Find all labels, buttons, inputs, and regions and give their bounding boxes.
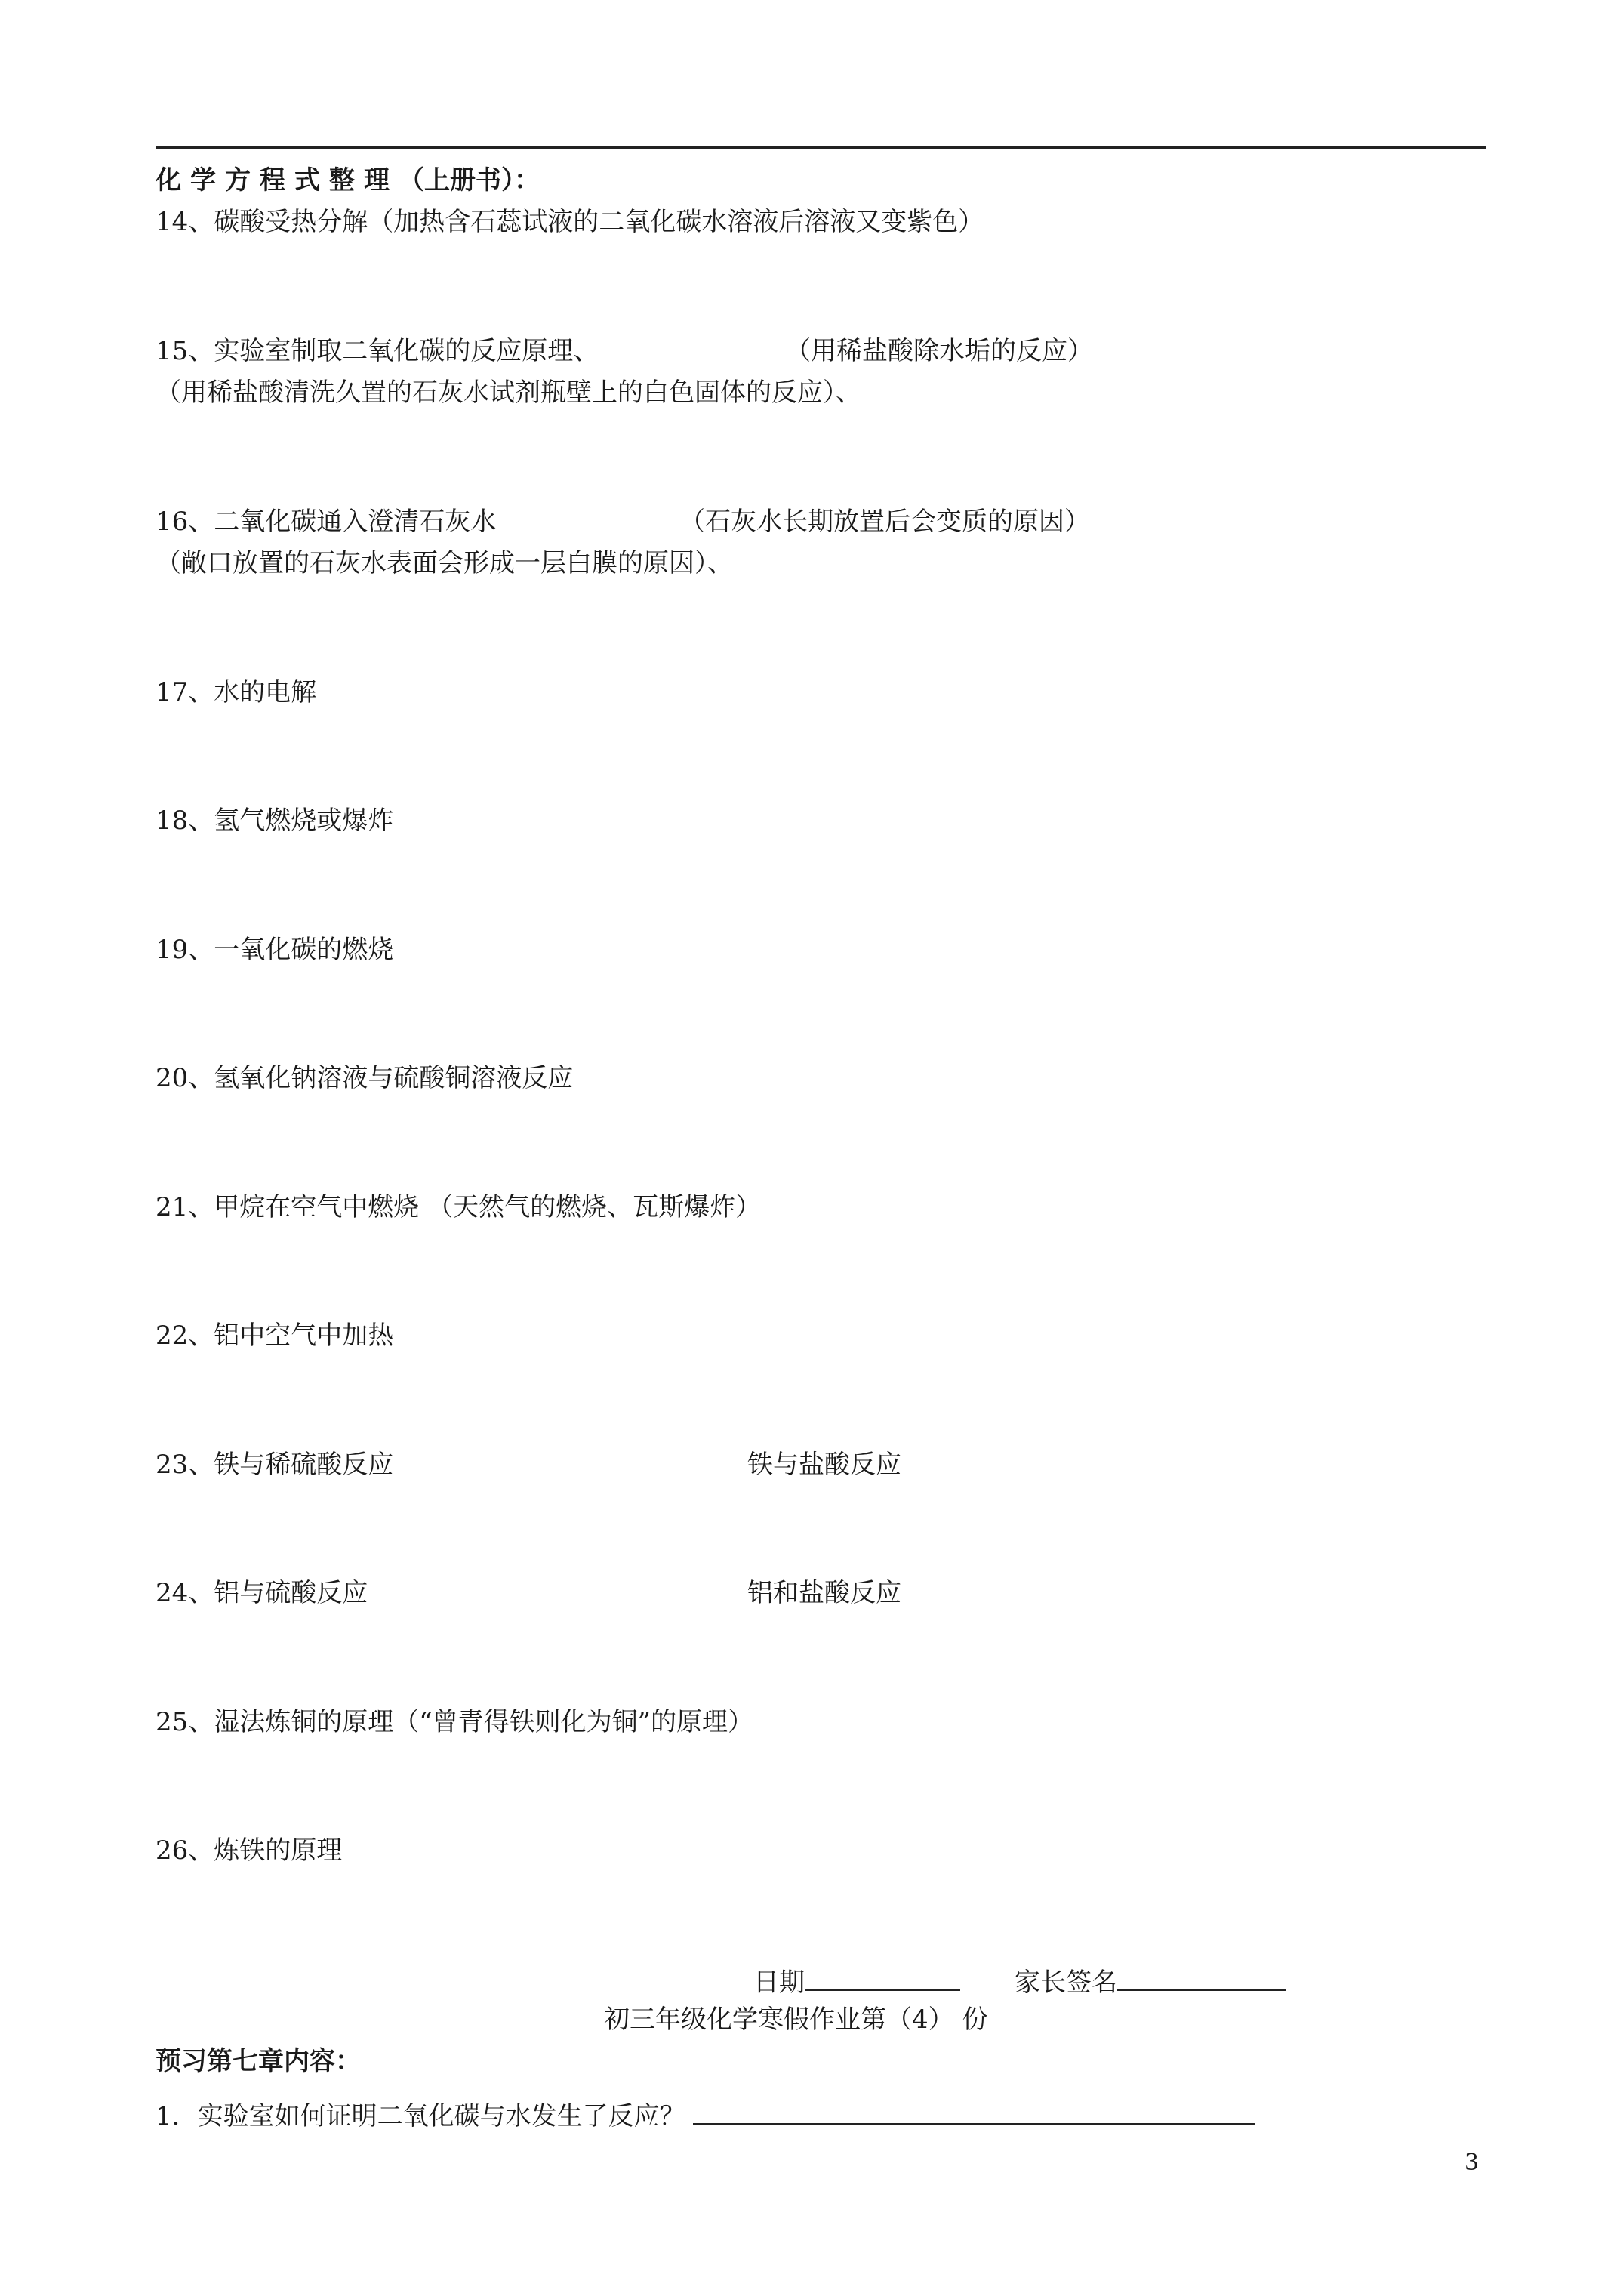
section-title xyxy=(156,165,540,196)
item-26: 26、炼铁的原理 xyxy=(156,1835,343,1866)
item-17: 17、水的电解 xyxy=(156,677,317,707)
item-15-note-scale: （用稀盐酸除水垢的反应） xyxy=(785,336,1093,366)
date-label: 日期 xyxy=(753,1968,805,1998)
item-15-note-lime-bottle: （用稀盐酸清洗久置的石灰水试剂瓶壁上的白色固体的反应）、 xyxy=(156,378,861,408)
item-16-note-spoiled: （石灰水长期放置后会变质的原因） xyxy=(679,507,1090,537)
item-15-main: 15、实验室制取二氧化碳的反应原理、 xyxy=(156,336,599,366)
item-25: 25、湿法炼铜的原理（“曾青得铁则化为铜”的原理） xyxy=(156,1707,754,1737)
item-21: 21、甲烷在空气中燃烧 （天然气的燃烧、瓦斯爆炸） xyxy=(156,1192,762,1222)
item-24-right: 铝和盐酸反应 xyxy=(747,1578,901,1608)
question-1-text: 1．实验室如何证明二氧化碳与水发生了反应？ xyxy=(156,2101,685,2131)
question-1 xyxy=(156,2100,1255,2129)
date-field xyxy=(753,1967,960,1996)
date-blank[interactable] xyxy=(805,1967,960,1991)
item-16-main: 16、二氧化碳通入澄清石灰水 xyxy=(156,507,497,537)
parent-signature-blank[interactable] xyxy=(1117,1967,1286,1991)
top-rule xyxy=(156,146,1486,149)
page-number: 3 xyxy=(1464,2150,1480,2176)
preview-heading: 预习第七章内容： xyxy=(156,2046,361,2076)
item-24-left: 24、铝与硫酸反应 xyxy=(156,1578,368,1608)
section-title-main: 化学方程式整理 xyxy=(156,165,399,196)
item-23-left: 23、铁与稀硫酸反应 xyxy=(156,1450,394,1480)
item-22: 22、铝中空气中加热 xyxy=(156,1321,394,1351)
item-19: 19、一氧化碳的燃烧 xyxy=(156,935,394,965)
section-title-suffix: （上册书）： xyxy=(399,165,540,196)
homework-title: 初三年级化学寒假作业第（4） 份 xyxy=(604,2005,988,2035)
item-16-note-white-film: （敞口放置的石灰水表面会形成一层白膜的原因）、 xyxy=(156,548,733,578)
item-18: 18、氢气燃烧或爆炸 xyxy=(156,806,394,836)
parent-signature-label: 家长签名 xyxy=(1015,1968,1117,1998)
item-20: 20、氢氧化钠溶液与硫酸铜溶液反应 xyxy=(156,1063,574,1093)
item-14: 14、碳酸受热分解（加热含石蕊试液的二氧化碳水溶液后溶液又变紫色） xyxy=(156,207,984,237)
question-1-answer-blank[interactable] xyxy=(693,2100,1255,2125)
item-23-right: 铁与盐酸反应 xyxy=(747,1450,901,1480)
parent-signature-field xyxy=(1015,1967,1286,1996)
